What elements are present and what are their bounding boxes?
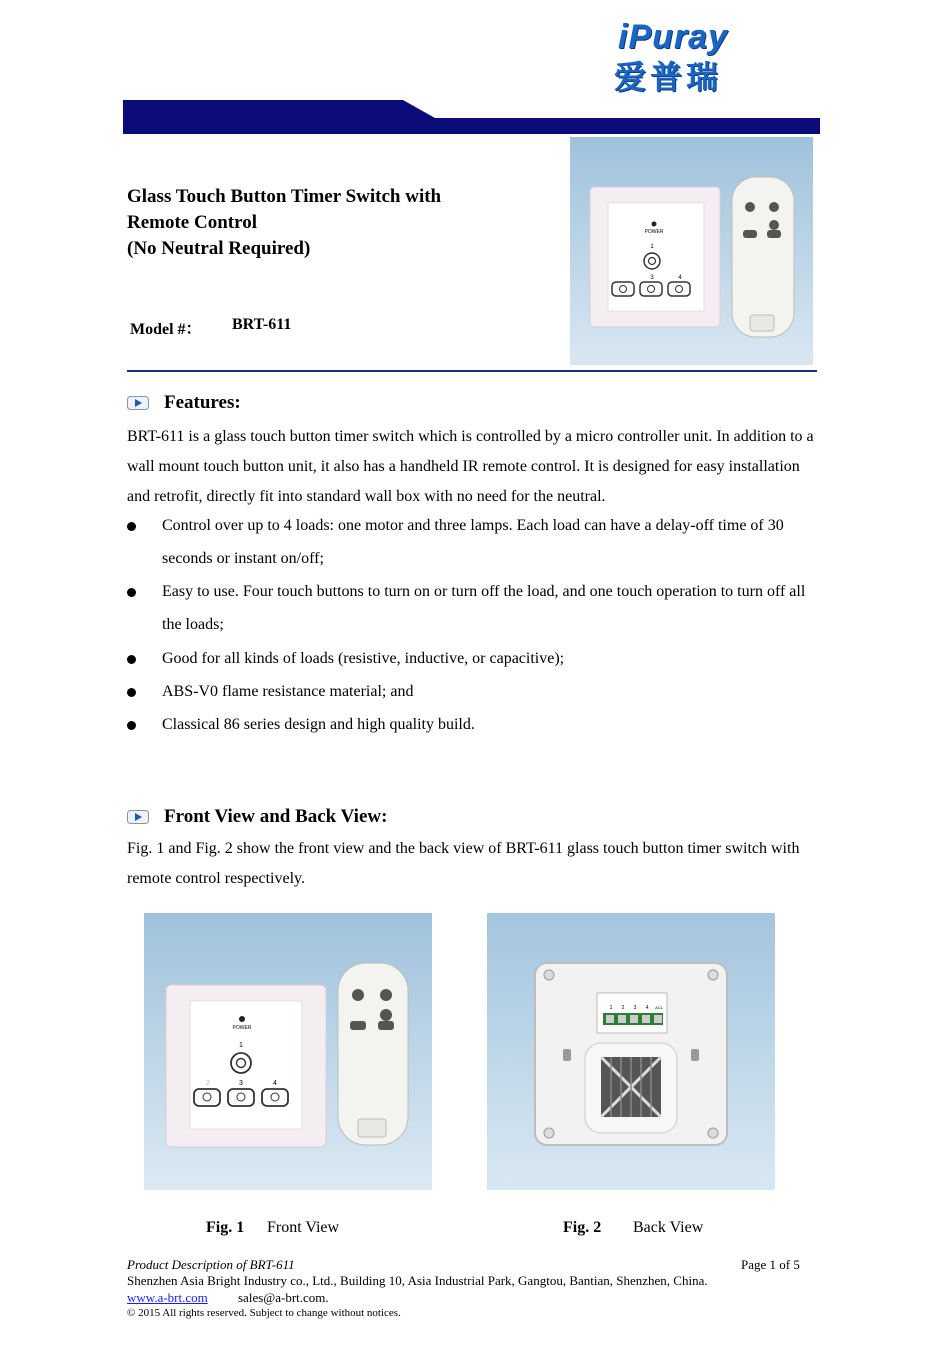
section-divider [127,370,817,372]
bullet-text: Good for all kinds of loads (resistive, inductive, or capacitive); [162,650,565,667]
brand-logo [608,18,800,96]
figure-front-view [144,913,432,1190]
footer-description: Product Description of BRT-611 [127,1257,295,1272]
document-title [127,184,547,262]
terminal-label: 2 [621,1005,625,1011]
title-line: Remote Control [127,212,257,233]
button-number: 1 [650,244,654,250]
front-back-heading: Front View and Back View: [164,806,388,827]
button-number: 3 [650,275,654,281]
bullet-dot [127,688,136,697]
copyright: © 2015 All rights reserved. Subject to change without notices. [127,1307,401,1319]
header-bar [123,100,820,134]
terminal-label: ACL [655,1005,663,1010]
button-number: 4 [678,275,682,281]
figure-number: Fig. 1 [206,1219,245,1236]
bullet-text: Control over up to 4 loads: one motor and three lamps. Each load can have a delay-off time of 30 seconds or instant on/off; [162,517,784,567]
button-number: 1 [239,1042,243,1049]
figure-caption: Front View [267,1219,340,1236]
website-link[interactable]: www.a-brt.com [127,1290,208,1305]
power-label: POWER [644,229,664,235]
features-heading: Features: [164,392,241,413]
bullet-dot [127,588,136,597]
bullet-dot [127,522,136,531]
logo-text-en: iPuray [618,18,728,56]
play-icon [127,810,149,824]
button-number: 4 [273,1080,277,1087]
play-icon [127,396,149,410]
figure-number: Fig. 2 [563,1219,602,1236]
button-number: 3 [239,1080,243,1087]
bullet-text: Easy to use. Four touch buttons to turn on or turn off the load, and one touch operation to turn off all the loads; [162,583,806,633]
button-number: 2 [206,1080,210,1087]
terminal-label: 4 [645,1005,649,1011]
bullet-dot [127,721,136,730]
features-intro: BRT-611 is a glass touch button timer switch which is controlled by a micro controller unit. In addition to a wall mount touch button unit, it also has a handheld IR remote control. It is designed for easy installation and retrofit, directly fit into standard wall box with no need for the neutral. [127,428,814,505]
product-photo-front [570,137,813,365]
model-label: Model #： [130,321,202,338]
front-back-paragraph: Fig. 1 and Fig. 2 show the front view and the back view of BRT-611 glass touch button timer switch with remote control respectively. [127,840,800,887]
title-line: Glass Touch Button Timer Switch with [127,186,442,207]
power-label: POWER [232,1025,252,1031]
terminal-label: 3 [633,1005,637,1011]
bullet-text: Classical 86 series design and high quality build. [162,716,475,733]
bullet-dot [127,655,136,664]
figure-caption: Back View [633,1219,704,1236]
title-line: (No Neutral Required) [127,238,311,259]
page-number: Page 1 of 5 [741,1257,800,1272]
terminal-label: 1 [609,1005,613,1011]
company-address: Shenzhen Asia Bright Industry co., Ltd., Building 10, Asia Industrial Park, Gangtou, Bantian, Shenzhen, China. [127,1273,708,1288]
model-value: BRT-611 [232,316,292,333]
figure-back-view [487,913,775,1190]
logo-text-cn: 爱普瑞 [614,58,723,96]
bullet-text: ABS-V0 flame resistance material; and [162,683,414,700]
contact-email: sales@a-brt.com. [238,1290,329,1305]
